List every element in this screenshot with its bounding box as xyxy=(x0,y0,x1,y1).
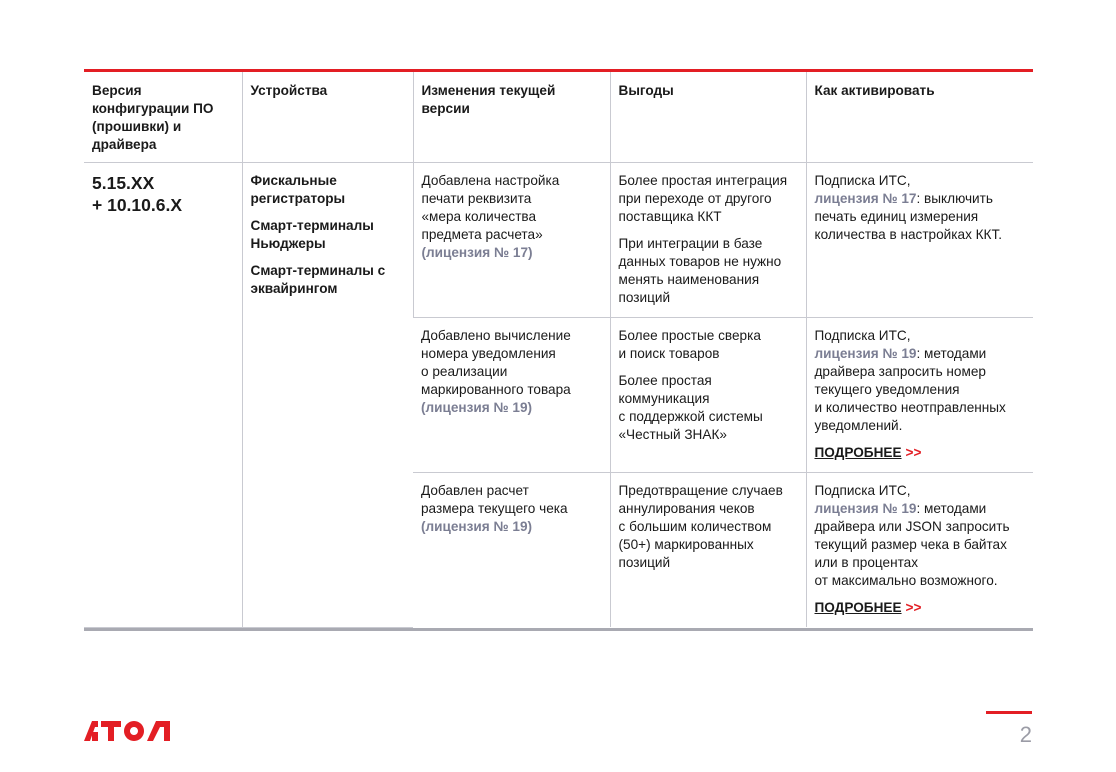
more-arrow-icon[interactable]: >> xyxy=(905,445,922,460)
activation-text: : методами драйвера или JSON запросить текущий размер чека в байтах или в процентах от максимально возможного. xyxy=(814,501,1010,588)
devices-cell xyxy=(242,163,413,628)
activation-prefix: Подписка ИТС, xyxy=(814,328,911,343)
benefit-item: Более простая коммуникация с поддержкой системы «Честный ЗНАК» xyxy=(618,373,763,442)
change-text: Добавлено вычисление номера уведомления о реализации маркированного товара xyxy=(421,328,571,397)
activation-cell xyxy=(806,473,1033,628)
table-row xyxy=(84,163,1033,318)
change-cell xyxy=(413,318,610,473)
activation-license: лицензия № 17 xyxy=(814,191,917,206)
activation-prefix: Подписка ИТС, xyxy=(814,173,911,188)
activation-prefix: Подписка ИТС, xyxy=(814,483,911,498)
header-changes: Изменения текущей версии xyxy=(413,72,610,163)
benefits-cell xyxy=(610,318,806,473)
more-link-label[interactable]: ПОДРОБНЕЕ xyxy=(814,445,902,460)
activation-license: лицензия № 19 xyxy=(814,501,917,516)
activation-cell xyxy=(806,163,1033,318)
more-link-label[interactable]: ПОДРОБНЕЕ xyxy=(814,600,902,615)
activation-text: : выключить печать единиц измерения количества в настройках ККТ. xyxy=(814,191,1003,242)
device-smart-terminals-acquiring: Смарт-терминалы с эквайрингом xyxy=(250,263,386,296)
benefit-item: Предотвращение случаев аннулирования чеков с большим количеством (50+) маркированных позиций xyxy=(618,483,783,570)
more-link[interactable] xyxy=(815,444,902,462)
atol-logo xyxy=(84,717,170,745)
table-header-row xyxy=(84,72,1033,163)
change-cell xyxy=(413,473,610,628)
comparison-table-wrapper xyxy=(84,69,1033,631)
version-value: 5.15.XX + 10.10.6.X xyxy=(92,173,183,215)
header-version: Версия конфигурации ПО (прошивки) и драйвера xyxy=(84,72,242,163)
benefits-cell xyxy=(610,163,806,318)
header-activation: Как активировать xyxy=(806,72,1033,163)
change-text: Добавлен расчет размера текущего чека xyxy=(421,483,568,516)
change-license: (лицензия № 19) xyxy=(421,519,533,534)
benefit-item: При интеграции в базе данных товаров не нужно менять наименования позиций xyxy=(618,236,782,305)
version-cell xyxy=(84,163,242,628)
change-license: (лицензия № 19) xyxy=(421,400,533,415)
table-bottom-rule xyxy=(84,628,1033,631)
change-text: Добавлена настройка печати реквизита «мера количества предмета расчета» xyxy=(421,173,560,242)
page-number: 2 xyxy=(1019,722,1032,747)
activation-license: лицензия № 19 xyxy=(814,346,917,361)
activation-text: : методами драйвера запросить номер текущего уведомления и количество неотправленных уведомлений. xyxy=(814,346,1006,433)
activation-cell xyxy=(806,318,1033,473)
version-changes-table xyxy=(84,72,1033,628)
benefit-item: Более простые сверка и поиск товаров xyxy=(618,328,761,361)
device-fiscal-registrars: Фискальные регистраторы xyxy=(250,173,346,206)
benefit-item: Более простая интеграция при переходе от другого поставщика ККТ xyxy=(618,173,788,224)
more-link[interactable] xyxy=(815,599,902,617)
device-smart-terminals-newgers: Смарт-терминалы Ньюджеры xyxy=(250,218,374,251)
more-arrow-icon[interactable]: >> xyxy=(905,600,922,615)
benefits-cell xyxy=(610,473,806,628)
header-devices: Устройства xyxy=(242,72,413,163)
change-cell xyxy=(413,163,610,318)
header-benefits: Выгоды xyxy=(610,72,806,163)
page-accent-rule xyxy=(986,711,1032,714)
change-license: (лицензия № 17) xyxy=(421,245,533,260)
